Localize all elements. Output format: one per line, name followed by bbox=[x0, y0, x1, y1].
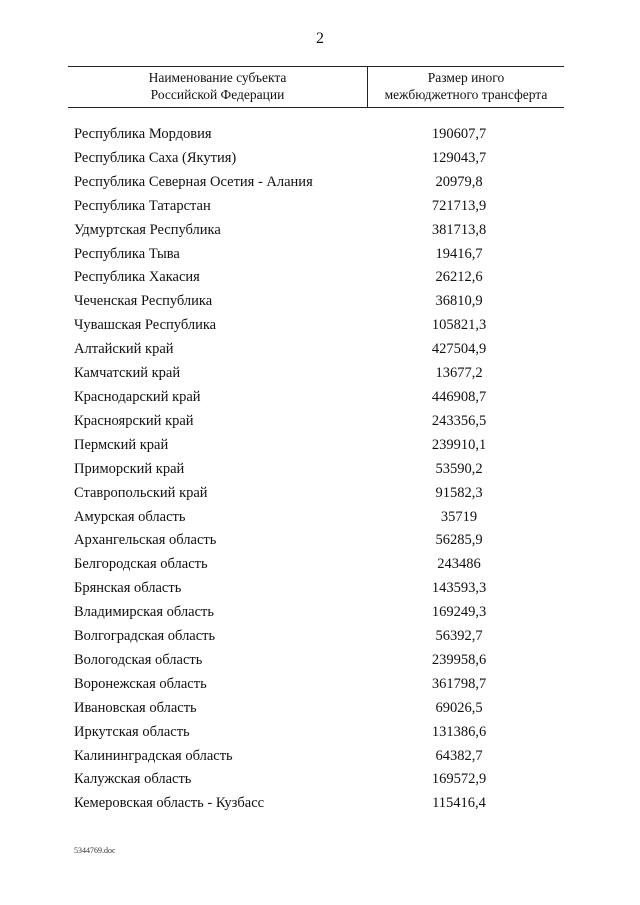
transfer-amount: 381713,8 bbox=[431, 221, 487, 238]
transfer-amount: 239910,1 bbox=[431, 436, 487, 453]
table-row bbox=[0, 506, 640, 530]
table-row bbox=[0, 697, 640, 721]
subject-name: Республика Татарстан bbox=[74, 197, 211, 214]
subject-name: Краснодарский край bbox=[74, 388, 201, 405]
subject-name: Камчатский край bbox=[74, 365, 181, 382]
transfer-amount: 20979,8 bbox=[435, 173, 483, 190]
table-row bbox=[0, 553, 640, 577]
subject-name: Волгоградская область bbox=[74, 628, 216, 645]
transfer-amount: 239958,6 bbox=[431, 651, 487, 668]
table-row bbox=[0, 123, 640, 147]
table-row bbox=[0, 768, 640, 792]
subject-name: Пермский край bbox=[74, 436, 169, 453]
table-row bbox=[0, 673, 640, 697]
transfer-amount: 361798,7 bbox=[431, 675, 487, 692]
table-row bbox=[0, 410, 640, 434]
table-row bbox=[0, 147, 640, 171]
transfer-amount: 129043,7 bbox=[431, 149, 487, 166]
subject-name: Белгородская область bbox=[74, 556, 208, 573]
transfer-amount: 721713,9 bbox=[431, 197, 487, 214]
transfer-amount: 115416,4 bbox=[432, 795, 486, 812]
subject-name: Республика Мордовия bbox=[74, 126, 212, 142]
subject-name: Ставропольский край bbox=[74, 484, 208, 501]
transfer-amount: 169572,9 bbox=[431, 771, 487, 788]
subject-name: Иркутская область bbox=[74, 723, 190, 740]
transfer-amount: 91582,3 bbox=[435, 484, 483, 501]
table-row bbox=[0, 625, 640, 649]
subject-name: Владимирская область bbox=[74, 604, 214, 621]
table-row bbox=[0, 577, 640, 601]
subject-name: Алтайский край bbox=[74, 341, 174, 358]
subject-name: Республика Северная Осетия - Алания bbox=[74, 173, 313, 190]
subject-name: Чувашская Республика bbox=[74, 317, 217, 334]
table-body bbox=[0, 123, 640, 816]
subject-name: Удмуртская Республика bbox=[74, 221, 221, 238]
subject-name: Приморский край bbox=[74, 460, 185, 477]
table-row bbox=[0, 434, 640, 458]
subject-name: Кемеровская область - Кузбасс bbox=[74, 795, 265, 812]
subject-name: Красноярский край bbox=[74, 412, 194, 429]
transfer-amount: 243486 bbox=[437, 556, 481, 573]
transfer-amount: 143593,3 bbox=[431, 580, 487, 597]
table-row bbox=[0, 482, 640, 506]
table-row bbox=[0, 458, 640, 482]
table-row bbox=[0, 195, 640, 219]
header-transfer-line-2: межбюджетного трансферта bbox=[384, 87, 548, 102]
transfer-amount: 64382,7 bbox=[435, 747, 483, 764]
table-row bbox=[0, 171, 640, 195]
header-transfer-line-1: Размер иного bbox=[427, 70, 505, 85]
table-row bbox=[0, 219, 640, 243]
table-row bbox=[0, 601, 640, 625]
table-row bbox=[0, 386, 640, 410]
transfer-amount: 446908,7 bbox=[431, 388, 487, 405]
subject-name: Воронежская область bbox=[74, 675, 207, 692]
transfer-amount: 131386,6 bbox=[431, 723, 487, 740]
subject-name: Вологодская область bbox=[74, 651, 203, 668]
transfer-amount: 26212,6 bbox=[435, 269, 483, 286]
table-row bbox=[0, 243, 640, 267]
subject-name: Чеченская Республика bbox=[74, 293, 213, 310]
subject-name: Калининградская область bbox=[74, 747, 233, 764]
subject-name: Амурская область bbox=[74, 508, 186, 525]
subject-name: Брянская область bbox=[74, 580, 182, 597]
table-row bbox=[0, 266, 640, 290]
subject-name: Республика Хакасия bbox=[74, 269, 200, 286]
subject-name: Республика Тыва bbox=[74, 245, 180, 262]
transfer-amount: 35719 bbox=[440, 508, 478, 525]
page-number: 2 bbox=[316, 30, 324, 47]
transfer-amount: 243356,5 bbox=[431, 412, 487, 429]
transfer-amount: 53590,2 bbox=[435, 460, 483, 477]
subject-name: Республика Саха (Якутия) bbox=[74, 149, 237, 166]
transfer-amount: 56392,7 bbox=[435, 628, 483, 645]
subject-name: Архангельская область bbox=[74, 532, 217, 549]
transfer-amount: 169249,3 bbox=[431, 604, 487, 621]
header-subject-line-1: Наименование субъекта bbox=[148, 70, 287, 85]
transfer-amount: 36810,9 bbox=[435, 293, 483, 310]
header-transfer-amount bbox=[368, 69, 564, 103]
table-row bbox=[0, 721, 640, 745]
transfer-amount: 19416,7 bbox=[435, 245, 483, 262]
header-subject-line-2: Российской Федерации bbox=[150, 87, 285, 102]
table-row bbox=[0, 529, 640, 553]
subject-name: Ивановская область bbox=[74, 699, 197, 716]
table-row bbox=[0, 649, 640, 673]
transfer-amount: 427504,9 bbox=[431, 341, 487, 358]
table-row bbox=[0, 338, 640, 362]
transfer-amount: 105821,3 bbox=[431, 317, 487, 334]
table-row bbox=[0, 792, 640, 816]
document-code: 5344769.doc bbox=[74, 846, 116, 855]
table-row bbox=[0, 314, 640, 338]
subject-name: Калужская область bbox=[74, 771, 192, 788]
transfer-amount: 13677,2 bbox=[435, 365, 483, 382]
table-row bbox=[0, 745, 640, 769]
transfer-amount: 190607,7 bbox=[431, 126, 487, 142]
table-row bbox=[0, 290, 640, 314]
table-header bbox=[68, 66, 564, 108]
table-row bbox=[0, 362, 640, 386]
transfer-amount: 69026,5 bbox=[435, 699, 483, 716]
header-subject-name bbox=[68, 69, 367, 103]
transfer-amount: 56285,9 bbox=[435, 532, 483, 549]
